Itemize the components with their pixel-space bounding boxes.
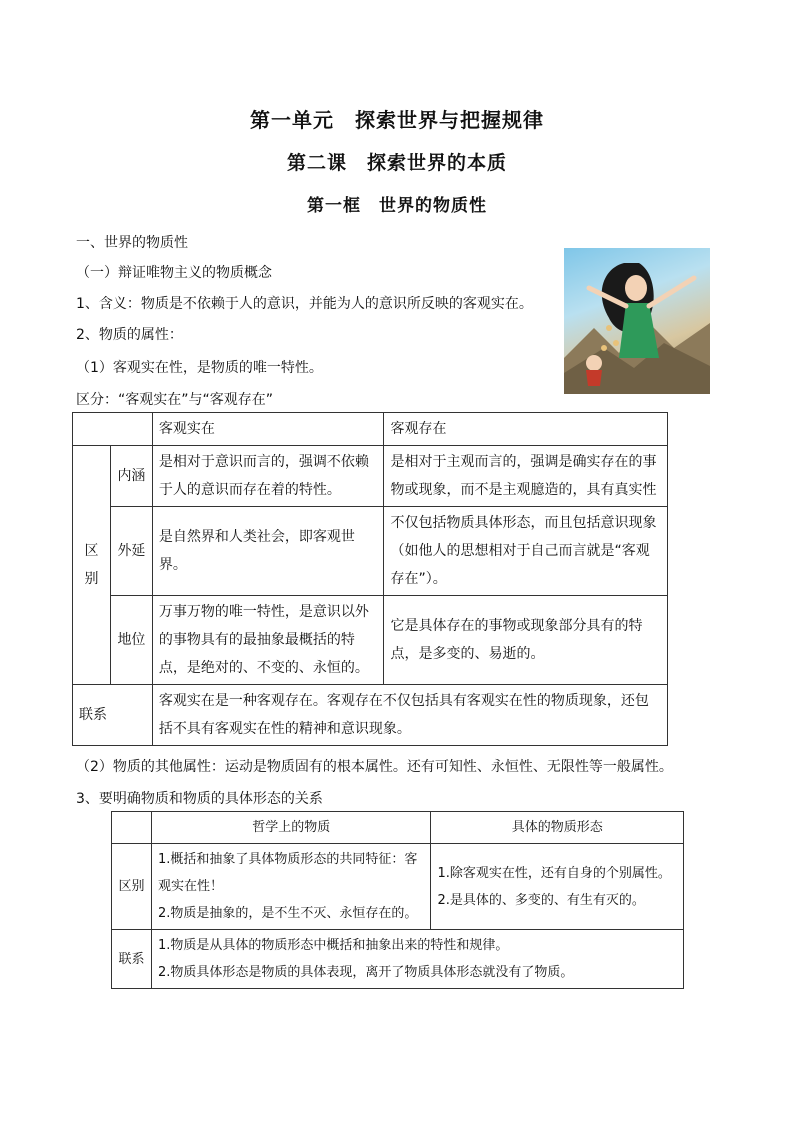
- row-label: 内涵: [110, 446, 152, 507]
- header-objective-reality: 客观实在: [152, 413, 384, 446]
- comparison-table-1: [72, 412, 668, 746]
- table-cell: 它是具体存在的事物或现象部分具有的特点，是多变的、易逝的。: [384, 596, 668, 685]
- comparison-table-2: [111, 811, 684, 989]
- link-label: 联系: [73, 685, 153, 746]
- cell-line: 2.是具体的、多变的、有生有灭的。: [437, 892, 645, 908]
- unit-title: 第一单元 探索世界与把握规律: [250, 108, 544, 132]
- cell-line: 1.物质是从具体的物质形态中概括和抽象出来的特性和规律。: [157, 938, 509, 953]
- header-objective-existence: 客观存在: [384, 413, 668, 446]
- link-cell: 客观实在是一种客观存在。客观存在不仅包括具有客观实在性的物质现象，还包括不具有客观实在性的精神和意识现象。: [152, 685, 667, 746]
- relation-heading: 3、要明确物质和物质的具体形态的关系: [76, 791, 323, 807]
- diff-label: 区别: [112, 844, 152, 930]
- header-concrete-forms: 具体的物质形态: [431, 812, 684, 844]
- row-label: 地位: [110, 596, 152, 685]
- other-properties-paragraph: （2）物质的其他属性：运动是物质固有的根本属性。还有可知性、永恒性、无限性等一般属性。: [76, 759, 673, 775]
- subsection-heading: （一）辩证唯物主义的物质概念: [76, 265, 272, 281]
- header-empty-cell: [73, 413, 153, 446]
- table-cell: 是相对于主观而言的，强调是确实存在的事物或现象，而不是主观臆造的，具有真实性: [384, 446, 668, 507]
- property-item: （1）客观实在性，是物质的唯一特性。: [76, 360, 323, 376]
- illustration-image: [564, 248, 710, 394]
- link-label: 联系: [112, 930, 152, 989]
- table-cell: 是相对于意识而言的，强调不依赖于人的意识而存在着的特性。: [152, 446, 384, 507]
- property-heading: 2、物质的属性：: [76, 327, 183, 343]
- table-cell: [151, 844, 430, 930]
- header-empty-cell: [112, 812, 152, 844]
- distinction-label: 区分：“客观实在”与“客观存在”: [76, 392, 274, 408]
- table-cell: 是自然界和人类社会，即客观世界。: [152, 507, 384, 596]
- frame-title: 第一框 世界的物质性: [307, 196, 487, 216]
- cell-line: 1.除客观实在性，还有自身的个别属性。: [437, 865, 671, 881]
- row-label: 外延: [110, 507, 152, 596]
- cell-line: 2.物质具体形态是物质的具体表现，离开了物质具体形态就没有了物质。: [157, 965, 574, 980]
- lesson-title: 第二课 探索世界的本质: [286, 152, 507, 174]
- cell-line: 2.物质是抽象的，是不生不灭、永恒存在的。: [157, 906, 418, 921]
- link-cell: [151, 930, 683, 989]
- group-label: 区别: [73, 446, 111, 685]
- table-cell: [431, 844, 684, 930]
- definition-paragraph: 1、含义：物质是不依赖于人的意识，并能为人的意识所反映的客观实在。: [76, 296, 533, 312]
- header-philosophical-matter: 哲学上的物质: [151, 812, 430, 844]
- table-cell: 万事万物的唯一特性，是意识以外的事物具有的最抽象最概括的特点，是绝对的、不变的、永恒的。: [152, 596, 384, 685]
- cell-line: 1.概括和抽象了具体物质形态的共同特征：客观实在性！: [157, 852, 418, 894]
- table-cell: 不仅包括物质具体形态，而且包括意识现象（如他人的思想相对于自己而言就是“客观存在”）。: [384, 507, 668, 596]
- section-heading: 一、世界的物质性: [76, 235, 188, 251]
